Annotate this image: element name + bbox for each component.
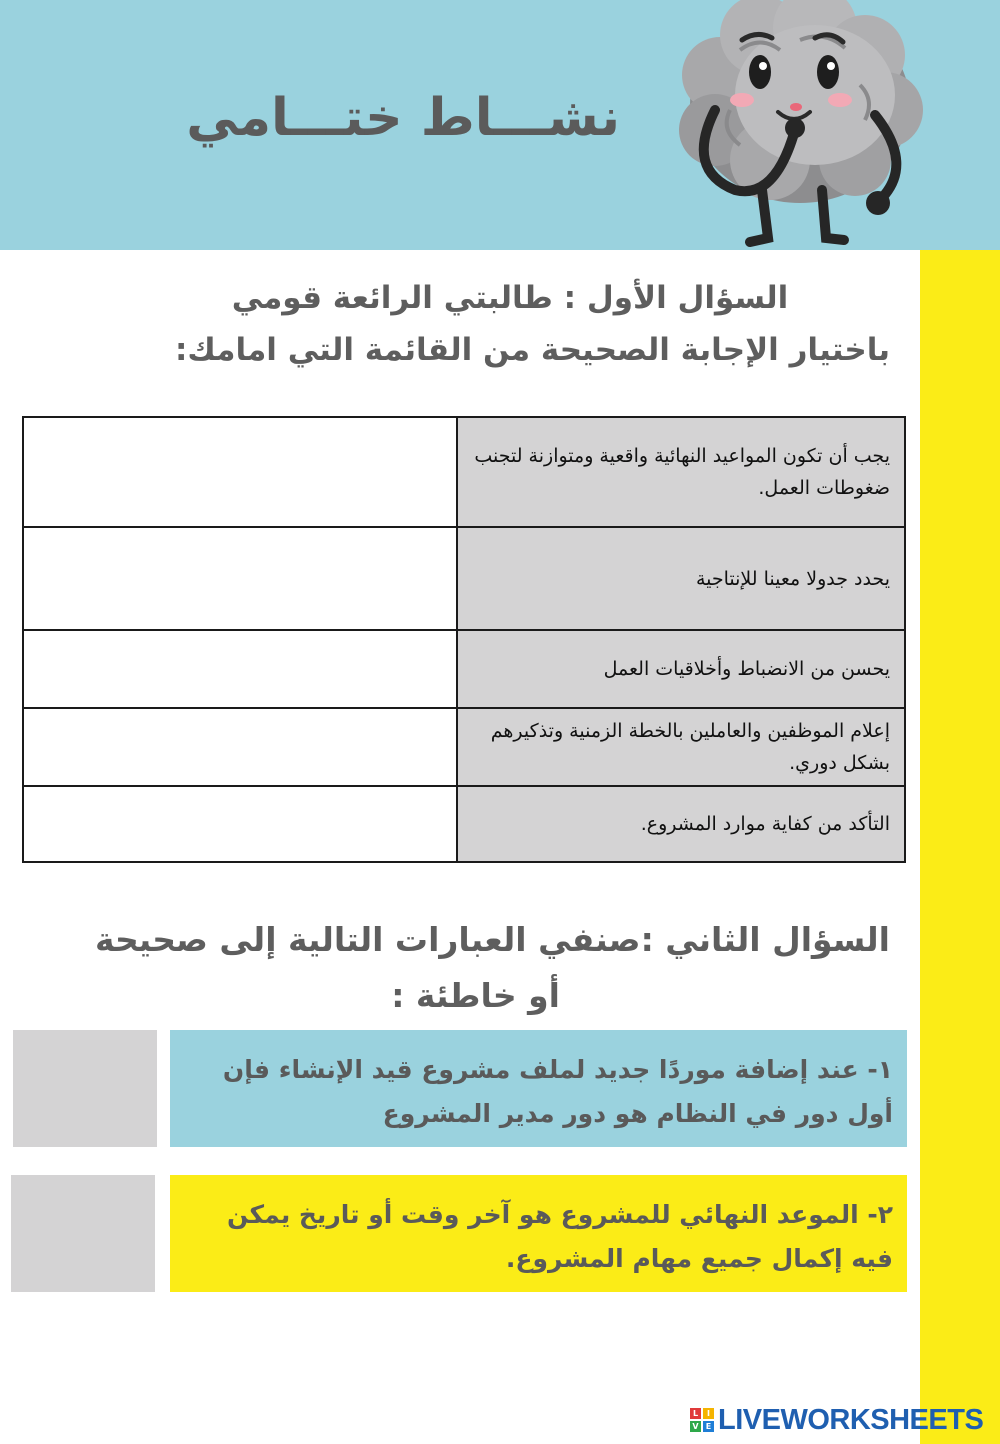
- header-banner: [0, 0, 1000, 250]
- brain-mascot-icon: [650, 0, 940, 250]
- matching-table: [22, 416, 906, 863]
- answer-dropzone[interactable]: [23, 708, 457, 786]
- page-title: نشـــاط ختـــامي: [186, 88, 620, 148]
- statement-cell: يجب أن تكون المواعيد النهائية واقعية ومتوازنة لتجنب ضغوطات العمل.: [457, 417, 905, 527]
- true-false-statement-2: ٢- الموعد النهائي للمشروع هو آخر وقت أو تاريخ يمكن فيه إكمال جميع مهام المشروع.: [170, 1175, 907, 1292]
- answer-dropzone[interactable]: [23, 786, 457, 862]
- statement-cell: يحدد جدولا معينا للإنتاجية: [457, 527, 905, 630]
- question1-heading: [40, 272, 890, 376]
- question2-line1: السؤال الثاني :صنفي العبارات التالية إلى صحيحة: [94, 920, 890, 959]
- logo-letter: E: [703, 1421, 714, 1432]
- statement-cell: يحسن من الانضباط وأخلاقيات العمل: [457, 630, 905, 708]
- answer-dropzone[interactable]: [23, 630, 457, 708]
- side-accent-bar: [920, 250, 1000, 1444]
- answer-dropzone[interactable]: [23, 417, 457, 527]
- table-row: [23, 630, 905, 708]
- true-false-answer-box-1[interactable]: [13, 1030, 157, 1147]
- liveworksheets-logo: [690, 1400, 990, 1440]
- logo-letter: V: [690, 1421, 701, 1432]
- question2-heading: [20, 912, 890, 1024]
- table-row: [23, 786, 905, 862]
- logo-grid-icon: [690, 1408, 714, 1432]
- logo-letter: L: [690, 1408, 701, 1419]
- true-false-statement-1: ١- عند إضافة موردًا جديد لملف مشروع قيد الإنشاء فإن أول دور في النظام هو دور مدير المشروع: [170, 1030, 907, 1147]
- table-row: [23, 708, 905, 786]
- table-row: [23, 527, 905, 630]
- logo-letter: I: [703, 1408, 714, 1419]
- question1-line1: السؤال الأول : طالبتي الرائعة قومي: [231, 280, 789, 316]
- question2-line2: أو خاطئة :: [391, 976, 560, 1015]
- true-false-answer-box-2[interactable]: [11, 1175, 155, 1292]
- question1-line2: باختيار الإجابة الصحيحة من القائمة التي امامك:: [175, 332, 890, 368]
- logo-text: LIVEWORKSHEETS: [718, 1403, 984, 1436]
- statement-cell: التأكد من كفاية موارد المشروع.: [457, 786, 905, 862]
- statement-cell: إعلام الموظفين والعاملين بالخطة الزمنية وتذكيرهم بشكل دوري.: [457, 708, 905, 786]
- answer-dropzone[interactable]: [23, 527, 457, 630]
- table-row: [23, 417, 905, 527]
